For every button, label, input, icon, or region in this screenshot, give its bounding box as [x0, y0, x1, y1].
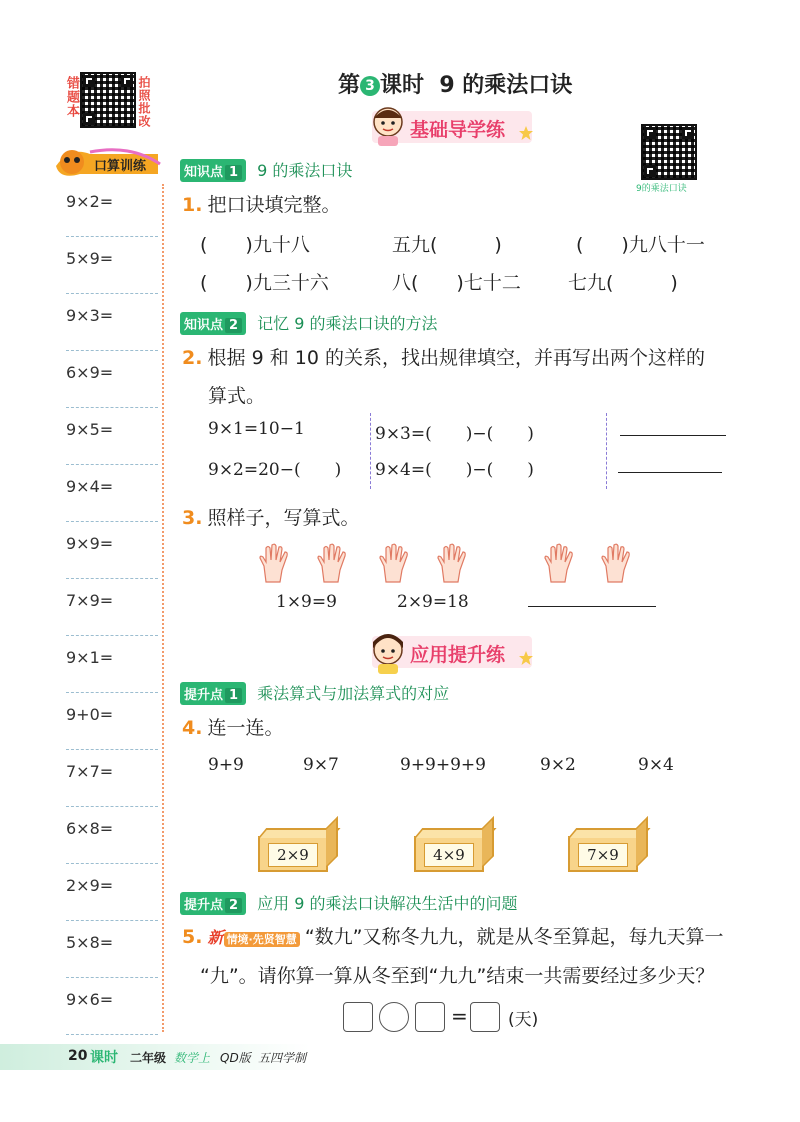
q5-unit: (天) — [508, 1010, 539, 1030]
q3-answer-line[interactable] — [528, 606, 656, 607]
knowledge-title-1: 9 的乘法口诀 — [257, 161, 353, 180]
question-text: 照样子，写算式。 — [207, 507, 360, 529]
q2-divider-2 — [606, 413, 607, 489]
oral-item[interactable] — [66, 237, 158, 294]
oral-item[interactable] — [66, 294, 158, 351]
question-text-cont: 算式。 — [208, 385, 266, 407]
section-title-advanced: 应用提升练 — [410, 644, 506, 666]
question-text: 把口诀填完整。 — [207, 194, 341, 216]
question-2 — [182, 343, 705, 370]
oral-item-text: 9×3= — [66, 306, 114, 325]
oral-practice-column — [52, 180, 160, 1033]
q4-box-2[interactable] — [414, 836, 484, 872]
oral-item[interactable] — [66, 180, 158, 237]
q4-box-3[interactable] — [568, 836, 638, 872]
oral-item-text: 5×9= — [66, 249, 114, 268]
knowledge-tag-1: 知识点 1 — [180, 159, 246, 182]
oral-item-text: 5×8= — [66, 933, 114, 952]
question-number: 4. — [182, 717, 203, 739]
new-badge: 新 情境·先贤智慧 — [208, 932, 300, 946]
q1-item-6[interactable]: 七九( ) — [568, 272, 678, 294]
column-divider — [162, 184, 164, 1032]
q4-top-4[interactable]: 9×2 — [540, 755, 576, 775]
star-icon — [518, 125, 534, 141]
q4-top-2[interactable]: 9×7 — [303, 755, 339, 775]
oral-badge-label: 口算训练 — [94, 159, 147, 174]
oral-item-text: 7×7= — [66, 762, 114, 781]
page-number: 20 — [68, 1048, 88, 1064]
girl-mascot-icon — [368, 632, 408, 676]
qr-right-caption: 9的乘法口诀 — [636, 184, 687, 194]
oral-item[interactable] — [66, 807, 158, 864]
q4-top-3[interactable]: 9+9+9+9 — [400, 755, 486, 775]
question-4 — [182, 713, 284, 740]
q1-item-2[interactable]: 五九( ) — [392, 234, 502, 256]
lesson-number-badge: 3 — [360, 76, 380, 96]
q1-item-3[interactable]: ( )九八十一 — [576, 234, 705, 256]
improve-title-1: 乘法算式与加法算式的对应 — [257, 684, 450, 703]
q5-equals: = — [451, 1004, 468, 1028]
star-icon — [518, 650, 534, 666]
q2-left-eq-2[interactable]: 9×2=20−( ) — [208, 460, 342, 480]
q4-box-label: 2×9 — [268, 843, 318, 867]
q4-box-1[interactable] — [258, 836, 328, 872]
knowledge-tag-2: 知识点 2 — [180, 312, 246, 335]
q2-left-eq-1: 9×1=10−1 — [208, 419, 305, 439]
footer-subject: 数学上 — [174, 1051, 211, 1065]
q4-box-label: 7×9 — [578, 843, 628, 867]
q1-item-5[interactable]: 八( )七十二 — [392, 272, 521, 294]
qr-left-label-1: 错题本 — [64, 76, 79, 118]
q4-top-1[interactable]: 9+9 — [208, 755, 244, 775]
oral-item-answer-line — [66, 1034, 158, 1035]
oral-item[interactable] — [66, 750, 158, 807]
hand-icon — [378, 542, 412, 584]
question-text-cont: “九”。请你算一算从冬至到“九九”结束一共需要经过多少天？ — [200, 965, 715, 987]
q2-answer-line-1[interactable] — [620, 435, 726, 436]
oral-item[interactable] — [66, 351, 158, 408]
oral-item[interactable] — [66, 693, 158, 750]
kid-mascot-icon — [368, 104, 408, 148]
q2-mid-eq-1[interactable]: 9×3=( )−( ) — [375, 424, 534, 444]
q2-divider-1 — [370, 413, 371, 489]
oral-item-text: 2×9= — [66, 876, 114, 895]
oral-item-text: 9×2= — [66, 192, 114, 211]
improve-tag-2: 提升点 2 — [180, 892, 246, 915]
knowledge-title-2: 记忆 9 的乘法口诀的方法 — [257, 314, 438, 333]
qr-code-left[interactable] — [80, 72, 136, 128]
footer-edition: QD版 — [220, 1051, 251, 1065]
question-number: 3. — [182, 507, 203, 529]
oral-item-text: 9×6= — [66, 990, 114, 1009]
oral-item[interactable] — [66, 921, 158, 978]
footer-system: 五四学制 — [258, 1051, 307, 1065]
footer-brand: 课时 — [90, 1050, 118, 1066]
qr-code-right[interactable] — [641, 124, 697, 180]
hand-icon — [316, 542, 350, 584]
oral-item[interactable] — [66, 636, 158, 693]
knowledge-point-2 — [180, 311, 438, 335]
question-3 — [182, 503, 360, 530]
footer-grade: 二年级 — [130, 1051, 167, 1065]
oral-item-text: 7×9= — [66, 591, 114, 610]
hand-icon — [543, 542, 577, 584]
oral-badge — [50, 146, 162, 180]
q2-mid-eq-2[interactable]: 9×4=( )−( ) — [375, 460, 534, 480]
q5-operator-circle[interactable] — [379, 1002, 409, 1032]
improve-point-1 — [180, 681, 449, 705]
hand-icon — [600, 542, 634, 584]
section-title-basic: 基础导学练 — [410, 119, 506, 141]
question-number: 5. — [182, 926, 203, 948]
question-text: “数九”又称冬九九，就是从冬至算起，每九天算一 — [304, 926, 724, 948]
q3-example-2: 2×9=18 — [397, 592, 469, 612]
oral-item[interactable] — [66, 522, 158, 579]
oral-item[interactable] — [66, 579, 158, 636]
q4-box-label: 4×9 — [424, 843, 474, 867]
question-text: 根据 9 和 10 的关系，找出规律填空，并再写出两个这样的 — [207, 347, 705, 369]
q4-top-5[interactable]: 9×4 — [638, 755, 674, 775]
q1-item-1[interactable]: ( )九十八 — [200, 234, 310, 256]
improve-tag-1: 提升点 1 — [180, 682, 246, 705]
improve-title-2: 应用 9 的乘法口诀解决生活中的问题 — [257, 894, 518, 913]
oral-item-text: 9×9= — [66, 534, 114, 553]
oral-item[interactable] — [66, 864, 158, 921]
oral-item[interactable] — [66, 465, 158, 522]
question-text: 连一连。 — [207, 717, 284, 739]
question-5 — [182, 922, 724, 949]
hand-icon — [258, 542, 292, 584]
oral-item-text: 9×5= — [66, 420, 114, 439]
page-title: 第 3 课时 9 的乘法口诀 — [338, 73, 573, 98]
oral-item-text: 6×9= — [66, 363, 114, 382]
knowledge-point-1 — [180, 158, 352, 182]
improve-point-2 — [180, 891, 518, 915]
question-number: 1. — [182, 194, 203, 216]
hand-icon — [436, 542, 470, 584]
q3-example-1: 1×9=9 — [276, 592, 337, 612]
q2-answer-line-2[interactable] — [618, 472, 722, 473]
oral-item[interactable] — [66, 978, 158, 1035]
oral-item-text: 9+0= — [66, 705, 114, 724]
oral-item-text: 9×1= — [66, 648, 114, 667]
question-number: 2. — [182, 347, 203, 369]
q5-answer-box-3[interactable] — [470, 1002, 500, 1032]
oral-item-text: 6×8= — [66, 819, 114, 838]
oral-item[interactable] — [66, 408, 158, 465]
q1-item-4[interactable]: ( )九三十六 — [200, 272, 329, 294]
q5-answer-box-2[interactable] — [415, 1002, 445, 1032]
qr-left-label-2: 拍照批改 — [137, 76, 151, 128]
question-1 — [182, 190, 341, 217]
q5-answer-box-1[interactable] — [343, 1002, 373, 1032]
oral-item-text: 9×4= — [66, 477, 114, 496]
